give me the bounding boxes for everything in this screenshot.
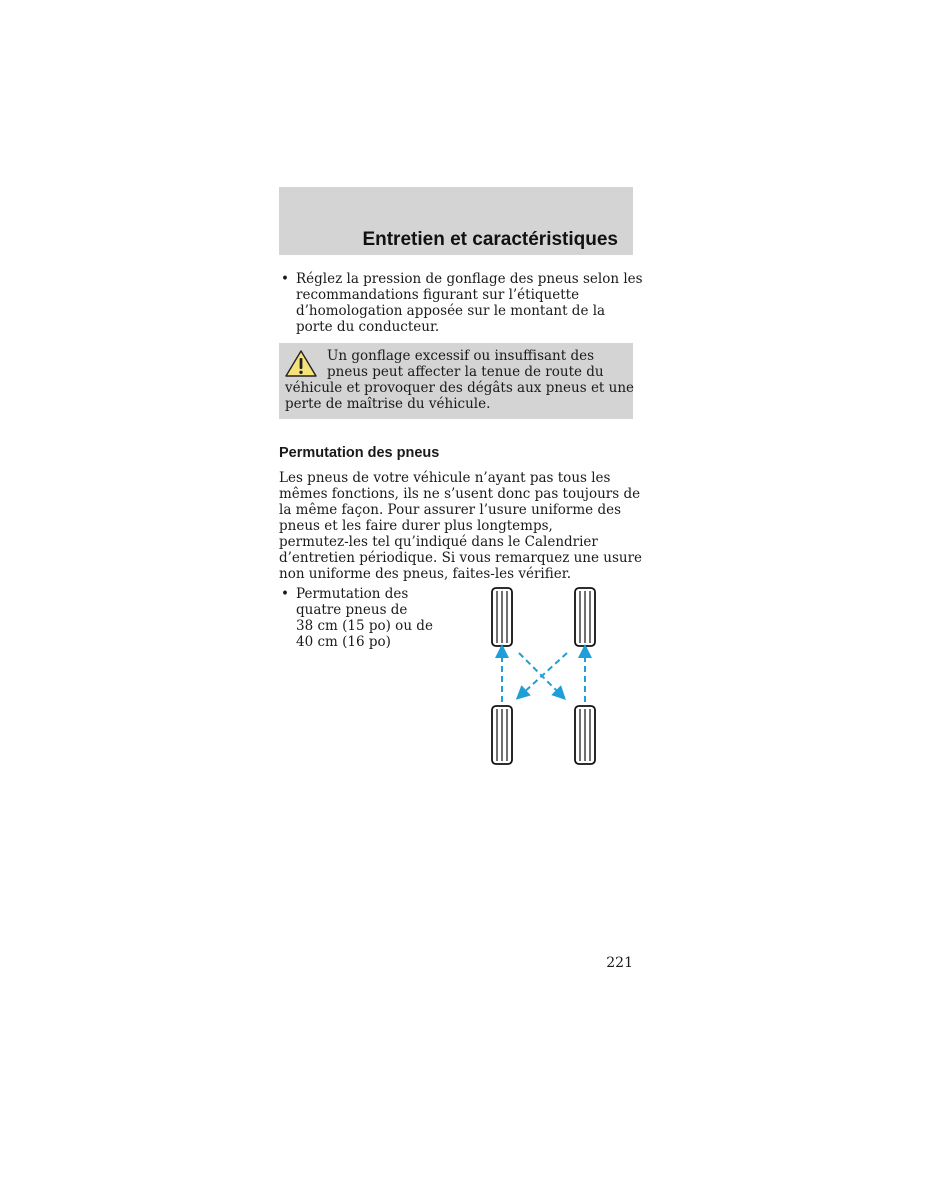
paragraph-line: non uniforme des pneus, faites-les vérifier. — [279, 566, 571, 582]
paragraph-line: d’entretien périodique. Si vous remarquez une usure — [279, 550, 643, 566]
bullet-line: 38 cm (15 po) ou de — [296, 618, 433, 634]
bullet-item-rotation — [279, 586, 459, 650]
warning-box — [279, 343, 633, 419]
bullet-line: Permutation des — [296, 586, 409, 602]
section-heading: Permutation des pneus — [279, 445, 440, 461]
bullet-item-inflation — [279, 271, 643, 335]
warning-line: perte de maîtrise du véhicule. — [285, 396, 491, 412]
bullet-line: quatre pneus de — [296, 602, 408, 618]
bullet-line: recommandations figurant sur l’étiquette — [296, 287, 580, 303]
body-paragraph — [279, 470, 643, 582]
warning-line: pneus peut affecter la tenue de route du — [327, 364, 604, 380]
section-header-band — [279, 187, 633, 255]
paragraph-line: Les pneus de votre véhicule n’ayant pas tous les — [279, 470, 611, 486]
arrow-front-left-to-rear-right — [519, 653, 561, 695]
bullet-line: porte du conducteur. — [296, 319, 440, 335]
bullet-marker: • — [281, 271, 289, 287]
tire-front-right — [575, 588, 595, 646]
page-number: 221 — [606, 955, 633, 971]
warning-line: véhicule et provoquer des dégâts aux pneus et une — [285, 380, 635, 396]
warning-text — [285, 348, 634, 412]
warning-line: Un gonflage excessif ou insuffisant des — [327, 348, 595, 364]
paragraph-line: permutez-les tel qu’indiqué dans le Calendrier — [279, 534, 598, 550]
paragraph-line: la même façon. Pour assurer l’usure uniforme des — [279, 502, 622, 518]
bullet-line: Réglez la pression de gonflage des pneus selon les — [296, 271, 643, 287]
arrow-front-right-to-rear-left — [521, 653, 567, 695]
tire-rear-left — [492, 706, 512, 764]
tire-rear-right — [575, 706, 595, 764]
tire-front-left — [492, 588, 512, 646]
bullet-marker: • — [281, 586, 289, 602]
bullet-line: d’homologation apposée sur le montant de la — [296, 303, 606, 319]
paragraph-line: mêmes fonctions, ils ne s’usent donc pas toujours de — [279, 486, 641, 502]
bullet-line: 40 cm (16 po) — [296, 634, 391, 650]
section-title: Entretien et caractéristiques — [362, 229, 618, 250]
paragraph-line: pneus et les faire durer plus longtemps, — [279, 518, 553, 534]
tire-rotation-diagram — [485, 585, 610, 770]
